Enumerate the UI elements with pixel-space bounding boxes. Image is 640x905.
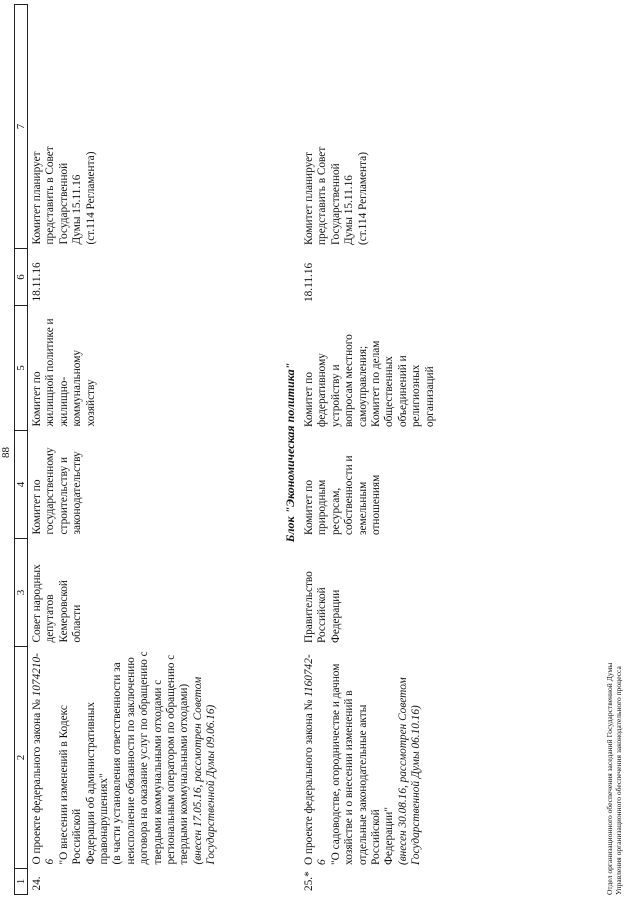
co-committee-line: самоуправления;: [356, 345, 369, 427]
committee-line: Комитет по: [31, 479, 43, 535]
bill-text-line: (в части установления ответственности за: [111, 662, 124, 865]
committee-line: природным ресурсам,: [316, 479, 342, 535]
initiator-line: депутатов: [44, 594, 57, 643]
bill-description: [300, 647, 441, 869]
row-number: 25.*: [303, 871, 315, 891]
co-committee-line: коммунальному: [71, 349, 84, 427]
bill-title: О проекте федерального закона № 1160742-6: [303, 654, 329, 865]
initiator: [28, 539, 223, 647]
bill-description: [28, 647, 223, 869]
table-row: [28, 5, 223, 895]
initiator-line: Российской: [316, 587, 329, 643]
row-number: 24.: [31, 876, 43, 891]
agenda-table-lower: [300, 5, 441, 895]
header-row: [15, 5, 28, 895]
header-col-7: 7: [15, 5, 28, 249]
plan-line: (ст.114 Регламента): [84, 151, 97, 245]
bill-text-line: "О внесении изменений в Кодекс Российской: [57, 705, 84, 865]
header-col-3: 3: [15, 539, 28, 647]
committee-line: законодательству: [71, 451, 84, 535]
block-title: Блок "Экономическая политика": [283, 362, 297, 543]
committee-line: земельным: [356, 481, 369, 535]
date: 18.11.16: [303, 262, 315, 302]
co-committee-line: жилищно-: [57, 376, 70, 427]
co-committee: [28, 306, 223, 431]
plan-line: Государственной: [57, 162, 70, 245]
bill-note-line: (внесен 17.05.16, рассмотрен Советом: [191, 676, 204, 865]
bill-note-line: (внесен 30.08.16, рассмотрен Советом: [396, 677, 409, 865]
co-committee-line: Комитет по: [31, 371, 43, 427]
responsible-committee: [300, 431, 441, 539]
co-committee-line: устройству и: [329, 364, 342, 427]
plan-line: Комитет планирует: [303, 151, 315, 245]
co-committee-line: общественных: [383, 356, 396, 427]
table-row: [300, 5, 441, 895]
plan-line: Комитет планирует: [31, 151, 43, 245]
co-committee-line: религиозных: [410, 364, 423, 427]
co-committee-line: жилищной политике и: [44, 318, 57, 427]
header-col-6: 6: [15, 249, 28, 306]
co-committee-line: Комитет по: [303, 371, 315, 427]
plan-line: Думы 15.11.16: [71, 174, 84, 245]
plan-line: (ст.114 Регламента): [356, 152, 369, 245]
bill-text-line: региональным оператором по обращению с: [165, 654, 178, 865]
agenda-table-grid: [14, 4, 223, 895]
responsible-committee: [28, 431, 223, 539]
committee-line: строительству и: [57, 456, 70, 535]
committee-line: отношениям: [370, 474, 383, 535]
header-col-4: 4: [15, 431, 28, 539]
initiator: [300, 539, 441, 647]
footer-line: Отдел организационного обеспечения заседаний Государственной Думы: [605, 662, 614, 895]
co-committee-line: вопросам местного: [343, 334, 356, 427]
bill-note-line: Государственной Думы 06.10.16): [410, 705, 423, 865]
initiator-line: Совет народных: [31, 564, 43, 643]
initiator-line: Федерации: [329, 589, 342, 643]
bill-text-line: "О садоводстве, огородничестве и дачном: [329, 663, 342, 865]
page-number: 88: [0, 447, 12, 458]
committee-line: собственности и: [343, 455, 356, 535]
bill-text-line: хозяйстве и о внесении изменений в: [343, 690, 356, 865]
footer: [605, 663, 623, 895]
plan-line: представить в Совет: [44, 146, 57, 245]
bill-text-line: Федерации об административных: [84, 701, 97, 865]
co-committee-line: федеративному: [316, 353, 329, 427]
agenda-table-grid-lower: [300, 5, 441, 895]
date: 18.11.16: [31, 262, 43, 302]
bill-text-line: твердыми коммунальными отходами): [178, 683, 191, 865]
co-committee-line: объединений и: [396, 355, 409, 427]
initiator-line: Правительство: [303, 571, 315, 643]
plan-line: Государственной: [329, 163, 342, 245]
header-col-1: 1: [15, 869, 28, 895]
initiator-line: области: [71, 604, 84, 643]
bill-text-line: отдельные законодательные акты Российской: [356, 704, 383, 865]
co-committee-line: организаций: [423, 366, 436, 427]
bill-text-line: твердыми коммунальными отходами с: [151, 679, 164, 865]
co-committee: [300, 306, 441, 431]
bill-text-line: неисполнение обязанности по заключению: [124, 657, 137, 865]
header-col-5: 5: [15, 306, 28, 431]
bill-title: О проекте федерального закона № 1074210-6: [31, 653, 57, 865]
co-committee-line: Комитет по делам: [370, 340, 383, 427]
plan: [28, 5, 223, 249]
co-committee-line: хозяйству: [84, 379, 97, 427]
bill-text-line: Федерации": [383, 807, 396, 865]
plan: [300, 5, 441, 249]
agenda-table: [14, 5, 223, 895]
committee-line: Комитет по: [303, 479, 315, 535]
committee-line: государственному: [44, 447, 57, 535]
initiator-line: Кемеровской: [57, 580, 70, 643]
header-col-2: 2: [15, 647, 28, 869]
footer-line: Управления организационного обеспечения законодательного процесса: [614, 666, 623, 895]
bill-note-line: Государственной Думы 09.06.16): [205, 704, 218, 865]
plan-line: представить в Совет: [316, 146, 329, 245]
bill-text-line: договора на оказание услуг по обращению с: [138, 651, 151, 865]
plan-line: Думы 15.11.16: [343, 175, 356, 245]
bill-text-line: правонарушениях": [98, 773, 111, 865]
